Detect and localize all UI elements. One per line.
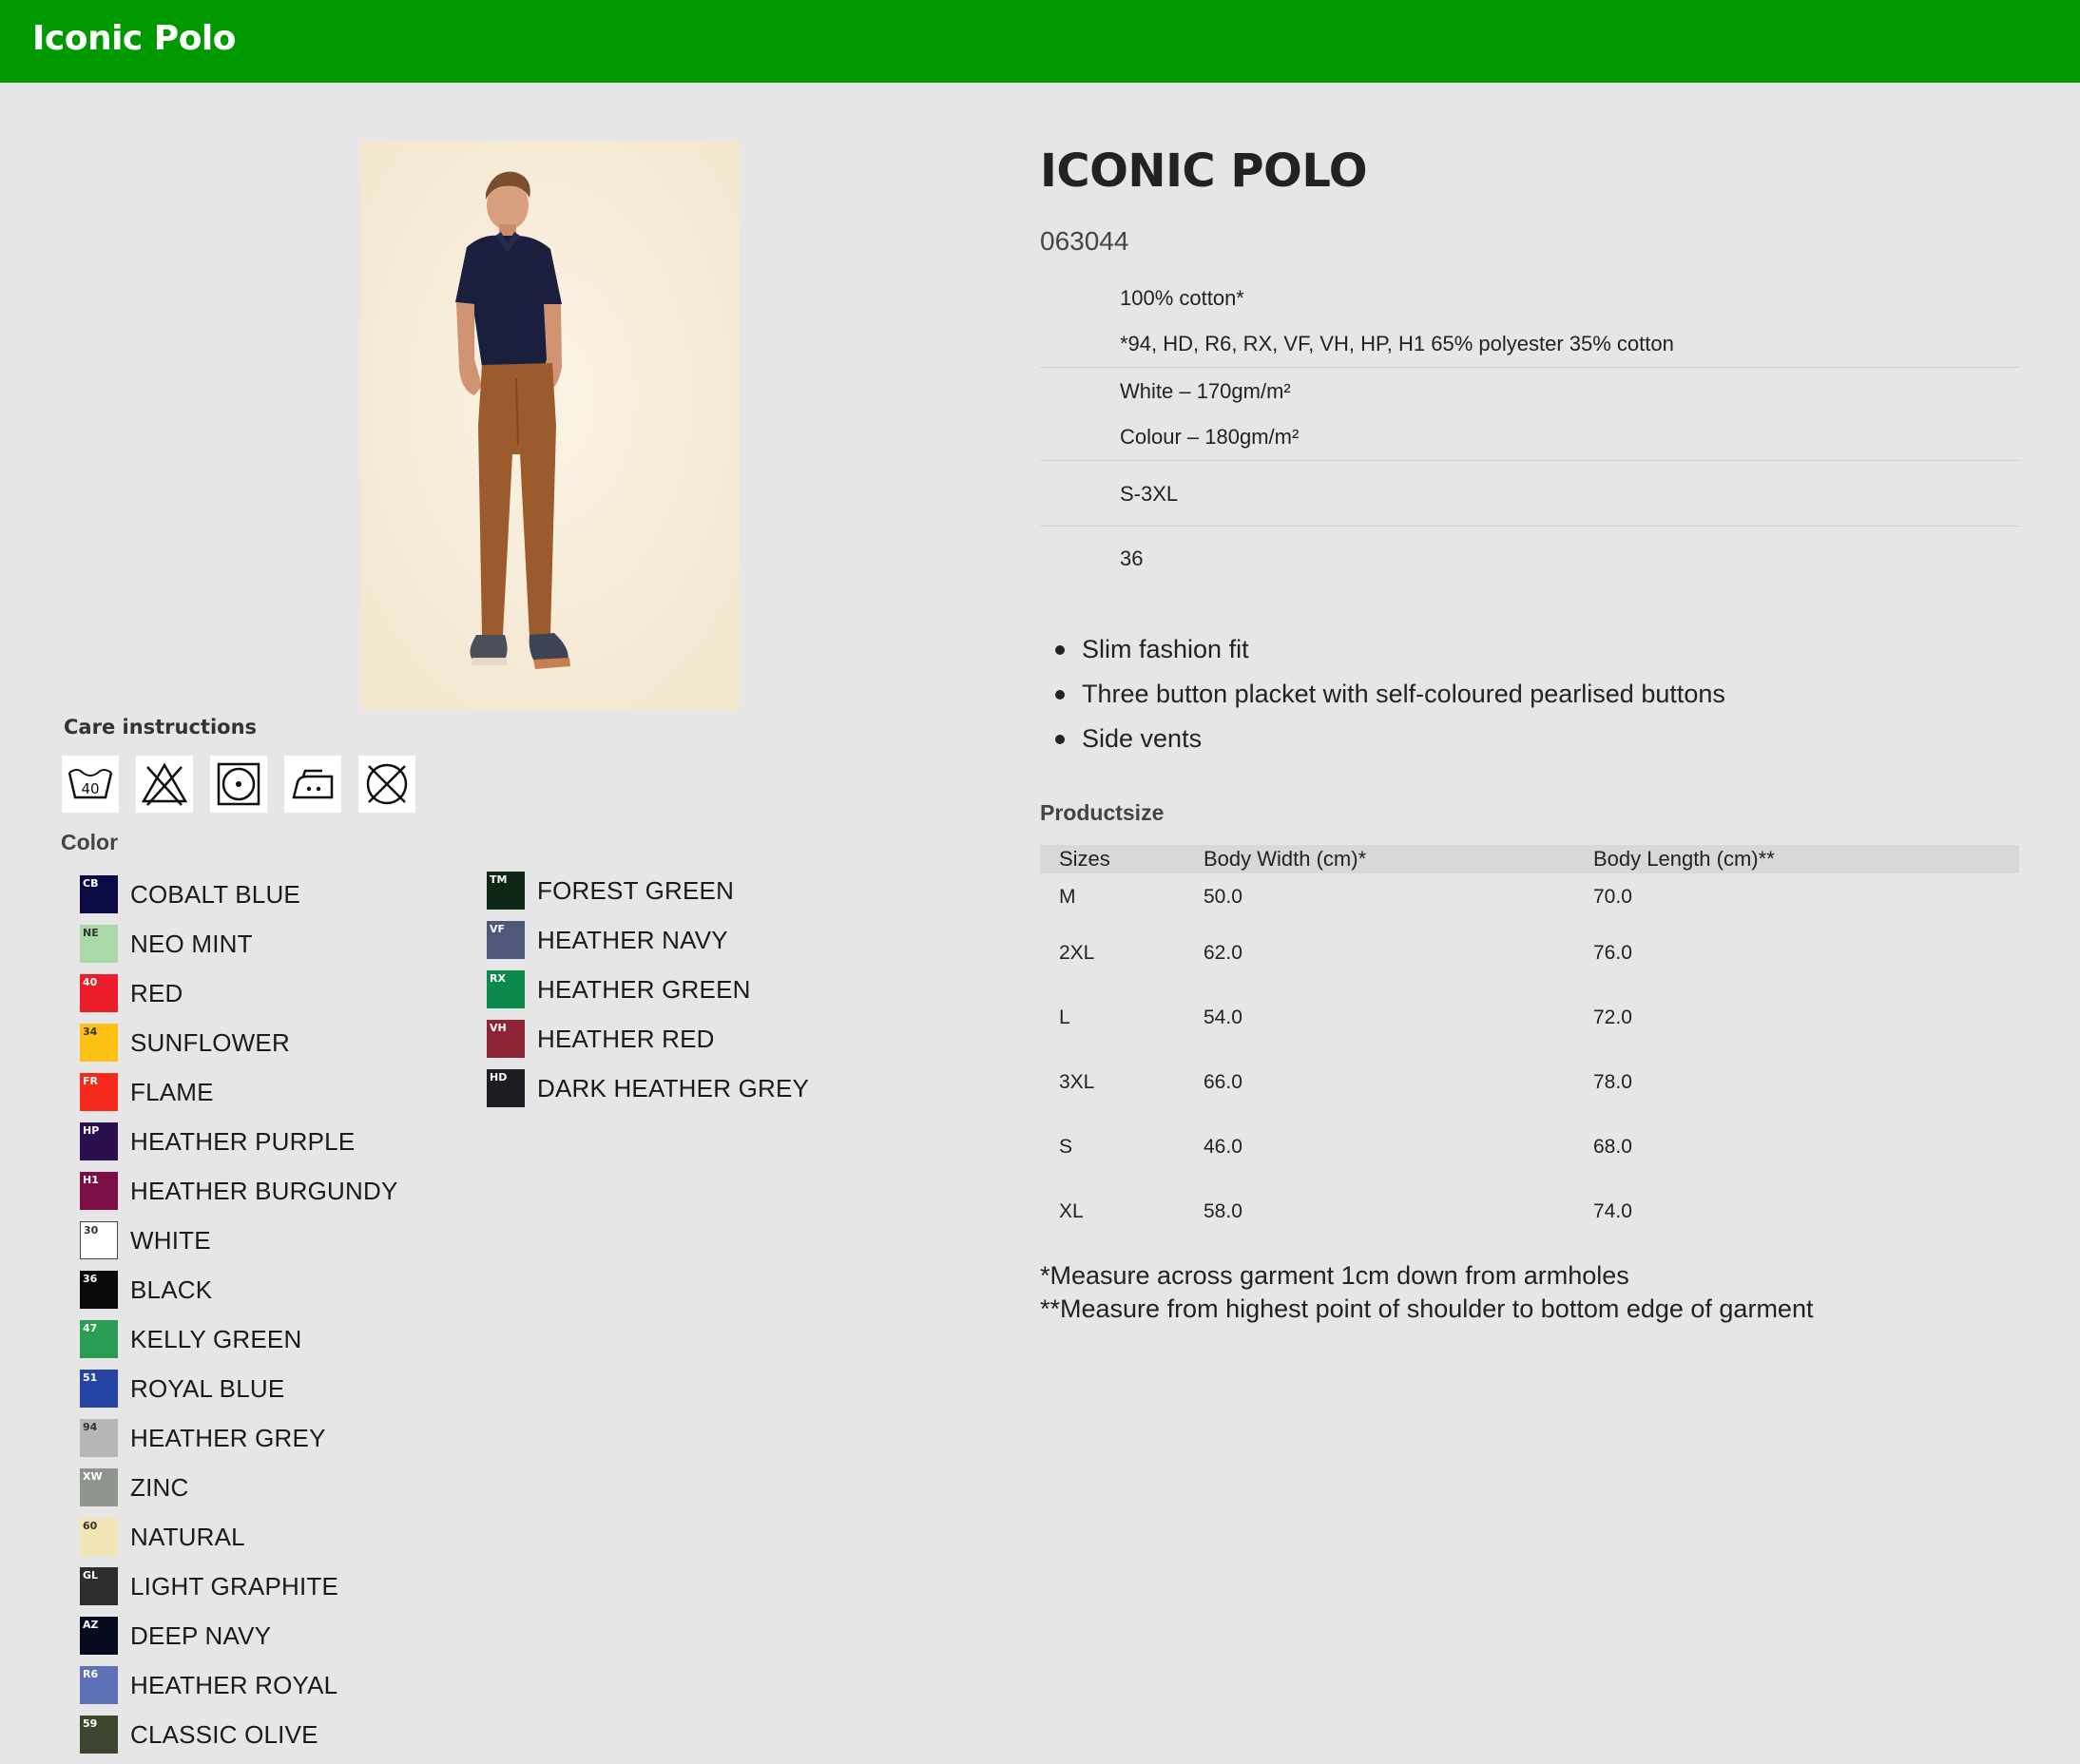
- color-option[interactable]: [80, 925, 398, 963]
- color-name: HEATHER PURPLE: [130, 1126, 356, 1156]
- color-code: VH: [490, 1022, 507, 1034]
- color-code: GL: [83, 1569, 99, 1582]
- color-code: HP: [83, 1124, 100, 1137]
- color-code: TM: [490, 873, 508, 886]
- color-swatch[interactable]: [487, 921, 525, 959]
- color-code: R6: [83, 1668, 99, 1680]
- material-line-1: 100% cotton*: [1120, 286, 1244, 310]
- feature-item: [1055, 717, 1725, 761]
- color-option[interactable]: [80, 1370, 398, 1408]
- size-cell: S: [1059, 1136, 1073, 1158]
- size-cell: 2XL: [1059, 942, 1095, 964]
- header-body-width: Body Width (cm)*: [1204, 847, 1367, 871]
- productsize-heading: Productsize: [1040, 800, 1165, 825]
- color-code: RX: [490, 972, 506, 985]
- body-width-cell: 54.0: [1204, 1007, 1242, 1028]
- color-code: 59: [83, 1717, 98, 1730]
- color-option[interactable]: [80, 1221, 398, 1259]
- model-illustration: [360, 141, 740, 710]
- color-swatch[interactable]: [487, 1020, 525, 1058]
- bullet-icon: [1055, 690, 1065, 700]
- color-code: NE: [83, 927, 99, 939]
- app-header: [0, 0, 2080, 83]
- table-row: [1040, 1115, 2019, 1179]
- no-dry-clean-icon: [358, 756, 415, 813]
- color-name: COBALT BLUE: [130, 879, 300, 909]
- product-title: ICONIC POLO: [1040, 144, 1368, 198]
- table-row: [1040, 873, 2019, 921]
- color-code: 94: [83, 1421, 98, 1433]
- color-swatch[interactable]: [80, 1518, 118, 1556]
- color-name: KELLY GREEN: [130, 1324, 302, 1353]
- weight-line-2: Colour – 180gm/m²: [1120, 425, 1300, 449]
- care-instructions-heading: Care instructions: [64, 716, 258, 738]
- color-code: 47: [83, 1322, 98, 1334]
- color-swatch[interactable]: [80, 925, 118, 963]
- color-option[interactable]: [80, 1320, 398, 1358]
- color-name: ZINC: [130, 1472, 189, 1502]
- color-option[interactable]: [80, 1468, 398, 1506]
- color-code: 51: [83, 1371, 98, 1384]
- color-swatch[interactable]: [487, 1069, 525, 1107]
- color-list-column-1: [80, 875, 398, 1754]
- sizes-range: S-3XL: [1120, 482, 1179, 506]
- color-option[interactable]: [80, 1024, 398, 1062]
- color-option[interactable]: [487, 970, 809, 1008]
- table-row: [1040, 1050, 2019, 1115]
- feature-text: Side vents: [1082, 724, 1203, 753]
- table-row: [1040, 921, 2019, 986]
- color-name: NEO MINT: [130, 929, 253, 958]
- color-name: DEEP NAVY: [130, 1620, 272, 1650]
- color-name: HEATHER GREEN: [537, 974, 751, 1004]
- size-table: [1040, 845, 2019, 1244]
- product-code: 063044: [1040, 226, 1129, 256]
- body-length-cell: 78.0: [1593, 1071, 1632, 1093]
- color-option[interactable]: [80, 1716, 398, 1754]
- color-code: AZ: [83, 1619, 99, 1631]
- color-swatch[interactable]: [80, 1716, 118, 1754]
- color-code: 36: [83, 1273, 98, 1285]
- color-option[interactable]: [487, 1069, 809, 1107]
- body-length-cell: 70.0: [1593, 886, 1632, 908]
- color-name: HEATHER RED: [537, 1024, 715, 1053]
- note-length: **Measure from highest point of shoulder to bottom edge of garment: [1040, 1294, 1814, 1323]
- spec-divider: [1040, 367, 2019, 368]
- spec-divider: [1040, 526, 2019, 527]
- color-swatch[interactable]: [80, 1024, 118, 1062]
- color-code: 34: [83, 1026, 98, 1038]
- color-name: RED: [130, 978, 183, 1007]
- weight-line-1: White – 170gm/m²: [1120, 379, 1291, 403]
- color-swatch[interactable]: [80, 875, 118, 913]
- care-icons: [62, 756, 415, 813]
- spec-divider: [1040, 460, 2019, 461]
- material-line-2: *94, HD, R6, RX, VF, VH, HP, H1 65% polyester 35% cotton: [1120, 332, 1674, 355]
- size-table-body: [1040, 873, 2019, 1244]
- color-list-column-2: [487, 872, 809, 1107]
- color-swatch[interactable]: [80, 1320, 118, 1358]
- color-name: SUNFLOWER: [130, 1027, 290, 1057]
- feature-list: [1055, 627, 1725, 761]
- body-width-cell: 66.0: [1204, 1071, 1242, 1093]
- color-swatch[interactable]: [80, 1172, 118, 1210]
- color-option[interactable]: [487, 872, 809, 910]
- color-swatch[interactable]: [80, 1221, 118, 1259]
- feature-text: Slim fashion fit: [1082, 635, 1249, 663]
- color-option[interactable]: [80, 1172, 398, 1210]
- color-code: 40: [83, 976, 98, 988]
- body-width-cell: 58.0: [1204, 1200, 1242, 1222]
- color-option[interactable]: [487, 921, 809, 959]
- color-name: HEATHER GREY: [130, 1423, 326, 1452]
- note-width: *Measure across garment 1cm down from armholes: [1040, 1261, 1629, 1290]
- color-code: VF: [490, 923, 506, 935]
- color-name: LIGHT GRAPHITE: [130, 1571, 339, 1601]
- table-row: [1040, 986, 2019, 1050]
- feature-item: [1055, 672, 1725, 717]
- color-name: HEATHER BURGUNDY: [130, 1176, 398, 1205]
- measurement-notes: [1040, 1259, 1813, 1326]
- color-name: DARK HEATHER GREY: [537, 1073, 810, 1102]
- color-heading: Color: [61, 830, 119, 854]
- table-row: [1040, 1179, 2019, 1244]
- color-code: FR: [83, 1075, 98, 1087]
- color-swatch[interactable]: [80, 1271, 118, 1309]
- body-width-cell: 50.0: [1204, 886, 1242, 908]
- color-code: 60: [83, 1520, 98, 1532]
- color-code: H1: [83, 1174, 99, 1186]
- color-name: NATURAL: [130, 1522, 245, 1551]
- feature-text: Three button placket with self-coloured pearlised buttons: [1082, 680, 1725, 708]
- body-length-cell: 68.0: [1593, 1136, 1632, 1158]
- pack-quantity: 36: [1120, 546, 1144, 570]
- header-sizes: Sizes: [1059, 847, 1110, 871]
- color-option[interactable]: [80, 1271, 398, 1309]
- color-swatch[interactable]: [80, 1468, 118, 1506]
- wash-40-icon: [62, 756, 119, 813]
- color-code: XW: [83, 1470, 103, 1483]
- color-option[interactable]: [487, 1020, 809, 1058]
- color-swatch[interactable]: [487, 970, 525, 1008]
- product-photo: [360, 141, 740, 710]
- bullet-icon: [1055, 735, 1065, 744]
- size-cell: L: [1059, 1007, 1070, 1028]
- size-table-header: [1040, 845, 2019, 873]
- app-title: Iconic Polo: [32, 19, 236, 58]
- header-body-length: Body Length (cm)**: [1593, 847, 1775, 871]
- body-length-cell: 72.0: [1593, 1007, 1632, 1028]
- color-option[interactable]: [80, 1073, 398, 1111]
- body-length-cell: 76.0: [1593, 942, 1632, 964]
- body-length-cell: 74.0: [1593, 1200, 1632, 1222]
- color-option[interactable]: [80, 974, 398, 1012]
- body-width-cell: 62.0: [1204, 942, 1242, 964]
- color-option[interactable]: [80, 1617, 398, 1655]
- size-cell: M: [1059, 886, 1076, 908]
- color-swatch[interactable]: [80, 1122, 118, 1160]
- color-code: CB: [83, 877, 99, 890]
- color-swatch[interactable]: [80, 1419, 118, 1457]
- color-name: FOREST GREEN: [537, 875, 735, 905]
- body-width-cell: 46.0: [1204, 1136, 1242, 1158]
- color-code: HD: [490, 1071, 508, 1083]
- color-option[interactable]: [80, 1567, 398, 1605]
- color-swatch[interactable]: [80, 974, 118, 1012]
- bullet-icon: [1055, 645, 1065, 655]
- color-swatch[interactable]: [80, 1567, 118, 1605]
- color-option[interactable]: [80, 1666, 398, 1704]
- color-option[interactable]: [80, 1518, 398, 1556]
- color-name: HEATHER ROYAL: [130, 1670, 338, 1699]
- color-swatch[interactable]: [80, 1073, 118, 1111]
- color-name: WHITE: [130, 1225, 211, 1255]
- color-swatch[interactable]: [80, 1666, 118, 1704]
- size-cell: XL: [1059, 1200, 1084, 1222]
- no-bleach-icon: [136, 756, 193, 813]
- color-name: BLACK: [130, 1275, 213, 1304]
- tumble-dry-icon: [210, 756, 267, 813]
- color-name: HEATHER NAVY: [537, 925, 728, 954]
- color-option[interactable]: [80, 1122, 398, 1160]
- color-swatch[interactable]: [80, 1617, 118, 1655]
- color-name: ROYAL BLUE: [130, 1373, 285, 1403]
- size-cell: 3XL: [1059, 1071, 1095, 1093]
- color-option[interactable]: [80, 1419, 398, 1457]
- wash-temp-label: 40: [81, 780, 100, 797]
- feature-item: [1055, 627, 1725, 672]
- color-name: CLASSIC OLIVE: [130, 1719, 318, 1749]
- color-code: 30: [84, 1224, 99, 1237]
- iron-medium-icon: [284, 756, 341, 813]
- color-option[interactable]: [80, 875, 398, 913]
- color-swatch[interactable]: [80, 1370, 118, 1408]
- color-name: FLAME: [130, 1077, 214, 1106]
- color-swatch[interactable]: [487, 872, 525, 910]
